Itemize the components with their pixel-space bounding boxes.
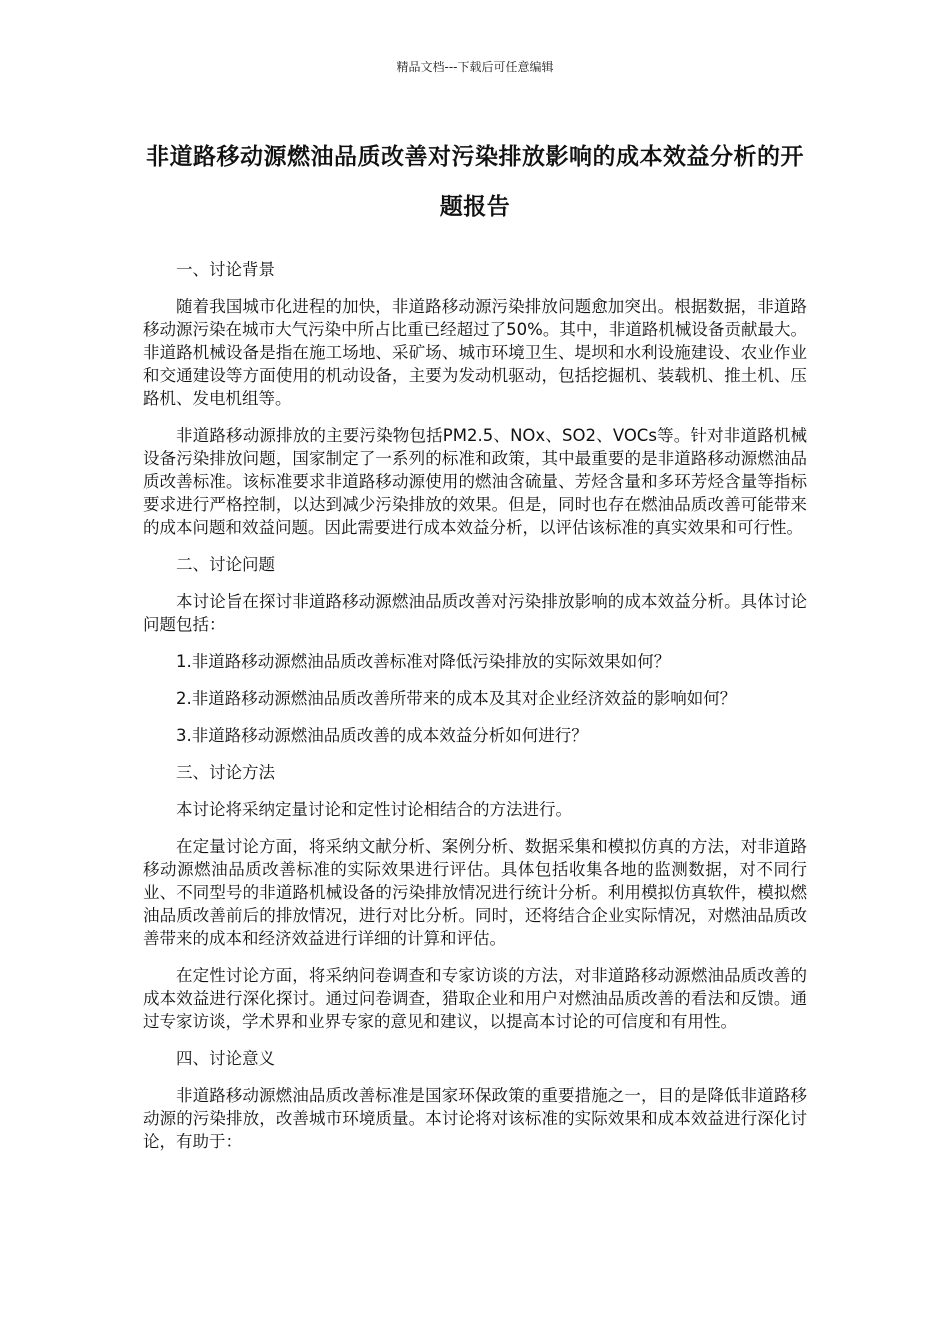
section-heading-questions: 二、讨论问题 — [176, 555, 275, 574]
paragraph-significance-1: 非道路移动源燃油品质改善标准是国家环保政策的重要措施之一，目的是降低非道路移动源的污染排放，改善城市环境质量。本讨论将对该标准的实际效果和成本效益进行深化讨论，有助于： — [143, 1086, 807, 1151]
document-title: 非道路移动源燃油品质改善对污染排放影响的成本效益分析的开题报告 — [146, 144, 804, 220]
paragraph-questions-intro: 本讨论旨在探讨非道路移动源燃油品质改善对污染排放影响的成本效益分析。具体讨论问题包括： — [143, 592, 807, 634]
section-heading-background: 一、讨论背景 — [176, 260, 275, 279]
paragraph-methods-1: 本讨论将采纳定量讨论和定性讨论相结合的方法进行。 — [176, 800, 572, 819]
section-heading-methods: 三、讨论方法 — [176, 763, 275, 782]
header-note: 精品文档---下载后可任意编辑 — [396, 60, 554, 74]
section-heading-significance: 四、讨论意义 — [176, 1049, 275, 1068]
paragraph-methods-2: 在定量讨论方面，将采纳文献分析、案例分析、数据采集和模拟仿真的方法，对非道路移动源燃油品质改善标准的实际效果进行评估。具体包括收集各地的监测数据，对不同行业、不同型号的非道路机械设备的污染排放情况进行统计分析。利用模拟仿真软件，模拟燃油品质改善前后的排放情况，进行对比分析。同时，还将结合企业实际情况，对燃油品质改善带来的成本和经济效益进行详细的计算和评估。 — [143, 837, 807, 948]
question-item-1: 1.非道路移动源燃油品质改善标准对降低污染排放的实际效果如何？ — [176, 652, 671, 671]
paragraph-methods-3: 在定性讨论方面，将采纳问卷调查和专家访谈的方法，对非道路移动源燃油品质改善的成本效益进行深化探讨。通过问卷调查，猎取企业和用户对燃油品质改善的看法和反馈。通过专家访谈，学术界和业界专家的意见和建议，以提高本讨论的可信度和有用性。 — [143, 966, 807, 1031]
paragraph-background-2: 非道路移动源排放的主要污染物包括PM2.5、NOx、SO2、VOCs等。针对非道路机械设备污染排放问题，国家制定了一系列的标准和政策，其中最重要的是非道路移动源燃油品质改善标准。该标准要求非道路移动源使用的燃油含硫量、芳烃含量和多环芳烃含量等指标要求进行严格控制，以达到减少污染排放的效果。但是，同时也存在燃油品质改善可能带来的成本问题和效益问题。因此需要进行成本效益分析，以评估该标准的真实效果和可行性。 — [143, 426, 807, 537]
document-body — [143, 258, 807, 1167]
paragraph-background-1: 随着我国城市化进程的加快，非道路移动源污染排放问题愈加突出。根据数据，非道路移动源污染在城市大气污染中所占比重已经超过了50%。其中，非道路机械设备贡献最大。非道路机械设备是指在施工场地、采矿场、城市环境卫生、堤坝和水利设施建设、农业作业和交通建设等方面使用的机动设备，主要为发动机驱动，包括挖掘机、装载机、推土机、压路机、发电机组等。 — [143, 297, 807, 408]
question-item-3: 3.非道路移动源燃油品质改善的成本效益分析如何进行？ — [176, 726, 588, 745]
question-item-2: 2.非道路移动源燃油品质改善所带来的成本及其对企业经济效益的影响如何？ — [176, 689, 737, 708]
